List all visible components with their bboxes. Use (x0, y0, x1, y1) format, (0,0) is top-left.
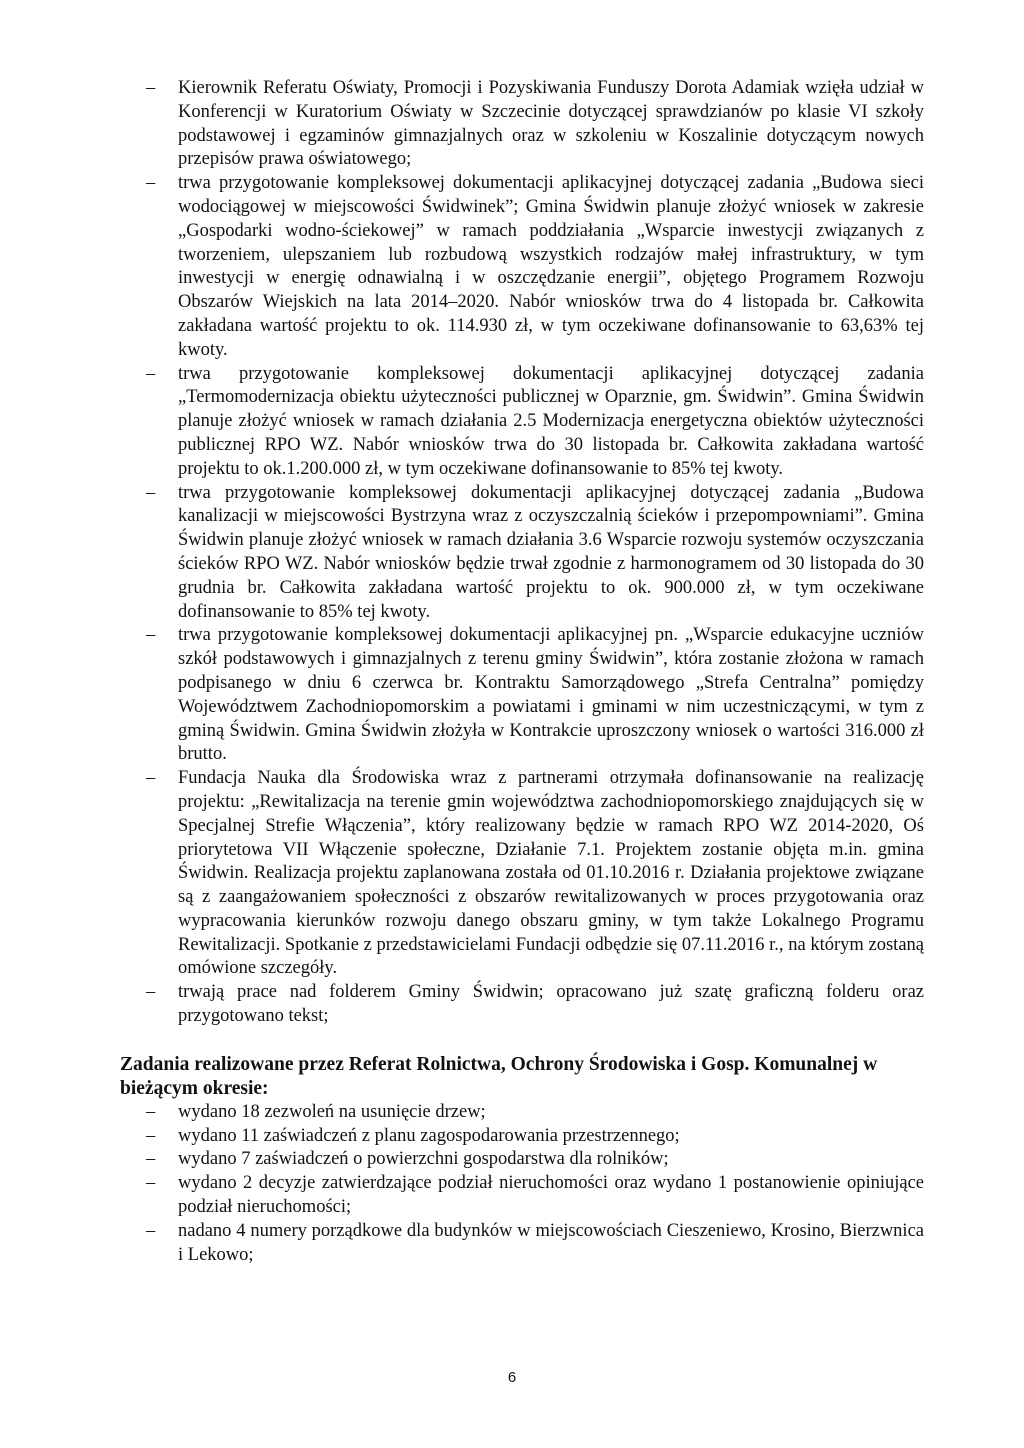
section-heading: Zadania realizowane przez Referat Rolnictwa, Ochrony Środowiska i Gosp. Komunalnej w bieżącym okresie: (120, 1053, 878, 1099)
list-item: – wydano 18 zezwoleń na usunięcie drzew; (120, 1101, 924, 1125)
list-item: – trwa przygotowanie kompleksowej dokumentacji aplikacyjnej dotyczącej zadania „Termomodernizacja obiektu użyteczności publicznej w Oparznie, gm. Świdwin”. Gmina Świdwin planuje złożyć wniosek w ramach działania 2.5 Modernizacja energetyczna obiektów użyteczności publicznej RPO WZ. Nabór wniosków trwa do 30 listopada br. Całkowita zakładana wartość projektu to ok.1.200.000 zł, w tym oczekiwane dofinansowanie to 85% tej kwoty. (120, 363, 924, 482)
list-item: – trwa przygotowanie kompleksowej dokumentacji aplikacyjnej pn. „Wsparcie edukacyjne uczniów szkół podstawowych i gimnazjalnych z terenu gminy Świdwin”, która zostanie złożona w ramach podpisanego w dniu 6 czerwca br. Kontraktu Samorządowego „Strefa Centralna” pomiędzy Województwem Zachodniopomorskim a powiatami i gminami w nim uczestniczącymi, w tym z gminą Świdwin. Gmina Świdwin złożyła w Kontrakcie uproszczony wniosek o wartości 316.000 zł brutto. (120, 624, 924, 767)
list-item: – trwa przygotowanie kompleksowej dokumentacji aplikacyjnej dotyczącej zadania „Budowa sieci wodociągowej w miejscowości Świdwinek”; Gmina Świdwin planuje złożyć wniosek w zakresie „Gospodarki wodno-ściekowej” w ramach poddziałania „Wsparcie inwestycji związanych z tworzeniem, ulepszaniem lub rozbudową wszystkich rodzajów małej infrastruktury, w tym inwestycji w energię odnawialną i w oszczędzanie energii”, objętego Programem Rozwoju Obszarów Wiejskich na lata 2014–2020. Nabór wniosków trwa do 4 listopada br. Całkowita zakładana wartość projektu to ok. 114.930 zł, w tym oczekiwane dofinansowanie to 63,63% tej kwoty. (120, 172, 924, 362)
list-item: – Fundacja Nauka dla Środowiska wraz z partnerami otrzymała dofinansowanie na realizację projektu: „Rewitalizacja na terenie gmin województwa zachodniopomorskiego znajdujących się w Specjalnej Strefie Włączenia”, który realizowany będzie w ramach RPO WZ 2014-2020, Oś priorytetowa VII Włączenie społeczne, Działanie 7.1. Projektem zostanie objęta m.in. gmina Świdwin. Realizacja projektu zaplanowana została od 01.10.2016 r. Działania projektowe związane są z zaangażowaniem społeczności z obszarów rewitalizowanych w proces przygotowania oraz wypracowania kierunków rozwoju danego obszaru gminy, w tym także Lokalnego Programu Rewitalizacji. Spotkanie z przedstawicielami Fundacji odbędzie się 07.11.2016 r., na którym zostaną omówione szczegóły. (120, 767, 924, 981)
list-item: – trwają prace nad folderem Gminy Świdwin; opracowano już szatę graficzną folderu oraz przygotowano tekst; (120, 981, 924, 1029)
list-item: – wydano 7 zaświadczeń o powierzchni gospodarstwa dla rolników; (120, 1148, 924, 1172)
list-item: – trwa przygotowanie kompleksowej dokumentacji aplikacyjnej dotyczącej zadania „Budowa kanalizacji w miejscowości Bystrzyna wraz z oczyszczalnią ścieków i przepompowniami”. Gmina Świdwin planuje złożyć wniosek w ramach działania 3.6 Wsparcie rozwoju systemów oczyszczania ścieków RPO WZ. Nabór wniosków będzie trwał zgodnie z harmonogramem od 30 listopada do 30 grudnia br. Całkowita zakładana wartość projektu to ok. 900.000 zł, w tym oczekiwane dofinansowanie to 85% tej kwoty. (120, 482, 924, 625)
list-item: – nadano 4 numery porządkowe dla budynków w miejscowościach Cieszeniewo, Krosino, Bierzwnica i Lekowo; (120, 1220, 924, 1268)
page-number: 6 (507, 1369, 517, 1386)
tasks-list (120, 1101, 924, 1268)
list-item: – wydano 11 zaświadczeń z planu zagospodarowania przestrzennego; (120, 1125, 924, 1149)
activities-list (120, 77, 924, 1029)
list-item: – wydano 2 decyzje zatwierdzające podział nieruchomości oraz wydano 1 postanowienie opiniujące podział nieruchomości; (120, 1172, 924, 1220)
list-item: – Kierownik Referatu Oświaty, Promocji i Pozyskiwania Funduszy Dorota Adamiak wzięła udział w Konferencji w Kuratorium Oświaty w Szczecinie dotyczącej sprawdzianów po klasie VI szkoły podstawowej i egzaminów gimnazjalnych oraz w szkoleniu w Koszalinie dotyczącym nowych przepisów prawa oświatowego; (120, 77, 924, 172)
page-content (120, 77, 924, 1267)
